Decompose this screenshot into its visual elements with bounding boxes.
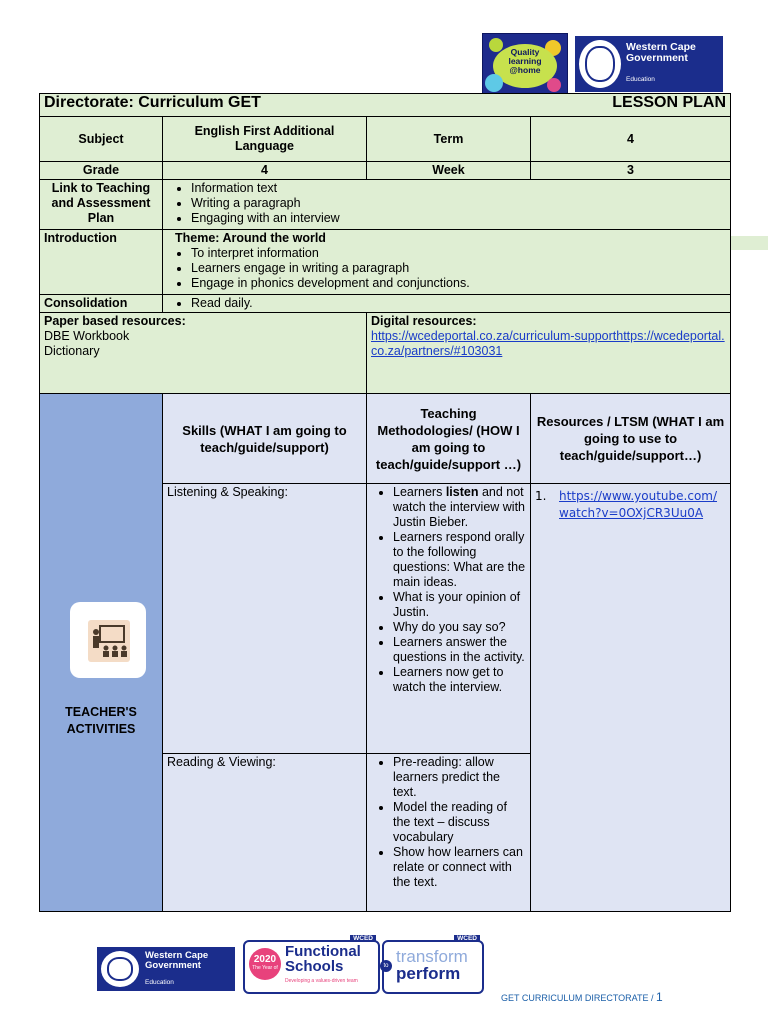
margin-marker: [730, 236, 768, 250]
link-content: [163, 180, 731, 230]
link-item: • Writing a paragraph: [191, 196, 726, 211]
method-item: • Why do you say so?: [393, 620, 526, 635]
wced-tag: WCED: [350, 935, 376, 942]
directorate-title: Directorate: Curriculum GET: [44, 94, 261, 111]
teachers-activities-label: TEACHER'S ACTIVITIES: [65, 705, 137, 736]
method-item: • Pre-reading: allow learners predict the text.: [393, 755, 526, 800]
consolidation-content: [163, 295, 731, 313]
subject-value: English First Additional Language: [163, 117, 367, 162]
methodologies-header: Teaching Methodologies/ (HOW I am going to teach/guide/support …): [367, 394, 531, 484]
method-item: • Model the reading of the text – discuss vocabulary: [393, 800, 526, 845]
introduction-label: Introduction: [40, 230, 163, 295]
quality-learning-logo: [482, 33, 568, 97]
gov-name: Western Cape Government: [145, 950, 209, 971]
functional-schools-logo: [243, 935, 380, 994]
resources-cell: [531, 484, 731, 912]
link-label: Link to Teaching and Assessment Plan: [40, 180, 163, 230]
skills-header: Skills (WHAT I am going to teach/guide/support): [163, 394, 367, 484]
transform-text: transform: [396, 947, 468, 966]
year-subtitle: The Year of: [252, 965, 278, 971]
method-item: • What is your opinion of Justin.: [393, 590, 526, 620]
link-item: • Information text: [191, 181, 726, 196]
transform-perform-logo: [382, 935, 484, 994]
gov-name: Western Cape Government: [626, 41, 696, 64]
lesson-plan-table: [39, 93, 731, 912]
paper-resource-item: DBE Workbook: [44, 329, 130, 343]
methods-listening: [367, 484, 531, 754]
grade-label: Grade: [40, 162, 163, 180]
paper-resources-label: Paper based resources:: [44, 314, 186, 328]
method-item: • Learners respond orally to the following questions: What are the main ideas.: [393, 530, 526, 590]
western-cape-government-footer-logo: [97, 947, 235, 991]
method-item: • Learners answer the questions in the activity.: [393, 635, 526, 665]
skill-reading: Reading & Viewing:: [163, 754, 367, 912]
functional-tagline: Developing a values-driven team: [285, 978, 358, 984]
method-item: • Show how learners can relate or connect with the text.: [393, 845, 526, 890]
footer-text: GET CURRICULUM DIRECTORATE /: [501, 993, 654, 1003]
perform-text: perform: [396, 964, 461, 983]
youtube-link[interactable]: https://www.youtube.com/watch?v=0OXjCR3Uu0A: [559, 489, 718, 520]
consolidation-item: • Read daily.: [191, 296, 726, 311]
subject-label: Subject: [40, 117, 163, 162]
crest-icon: [101, 951, 139, 987]
methods-reading: [367, 754, 531, 912]
to-badge: to: [380, 960, 392, 972]
digital-resource-link[interactable]: https://wcedeportal.co.za/curriculum-supporthttps://wcedeportal.co.za/partners/#103031: [371, 329, 725, 358]
term-label: Term: [367, 117, 531, 162]
term-value: 4: [531, 117, 731, 162]
introduction-item: • To interpret information: [191, 246, 726, 261]
introduction-content: [163, 230, 731, 295]
gov-dept: Education: [145, 979, 174, 986]
quality-learning-text: Quality learning @home: [508, 47, 542, 75]
paper-resource-item: Dictionary: [44, 344, 100, 358]
introduction-item: • Learners engage in writing a paragraph: [191, 261, 726, 276]
page-number: 1: [656, 990, 663, 1004]
paper-resources: [40, 313, 367, 394]
resource-number: 1.: [535, 489, 547, 503]
skill-listening: Listening & Speaking:: [163, 484, 367, 754]
document-type: LESSON PLAN: [612, 94, 727, 111]
consolidation-label: Consolidation: [40, 295, 163, 313]
method-item: • Learners now get to watch the interview.: [393, 665, 526, 695]
grade-value: 4: [163, 162, 367, 180]
introduction-theme: Theme: Around the world: [175, 231, 326, 245]
resources-header: Resources / LTSM (WHAT I am going to use to teach/guide/support…): [531, 394, 731, 484]
link-item: • Engaging with an interview: [191, 211, 726, 226]
page-footer: [501, 990, 663, 1004]
functional-schools-text: Functional Schools: [285, 943, 361, 975]
digital-resources-label: Digital resources:: [371, 314, 477, 328]
introduction-item: • Engage in phonics development and conjunctions.: [191, 276, 726, 291]
teacher-presentation-icon: [70, 602, 146, 678]
year-number: 2020: [253, 954, 277, 965]
western-cape-government-logo: [575, 36, 723, 92]
crest-icon: [579, 40, 621, 88]
week-value: 3: [531, 162, 731, 180]
gov-dept: Education: [626, 76, 655, 83]
wced-tag: WCED: [454, 935, 480, 942]
year-badge: [249, 948, 281, 980]
header-row: [40, 94, 731, 117]
method-item: • Learners listen and not watch the interview with Justin Bieber.: [393, 485, 526, 530]
digital-resources: [367, 313, 731, 394]
week-label: Week: [367, 162, 531, 180]
